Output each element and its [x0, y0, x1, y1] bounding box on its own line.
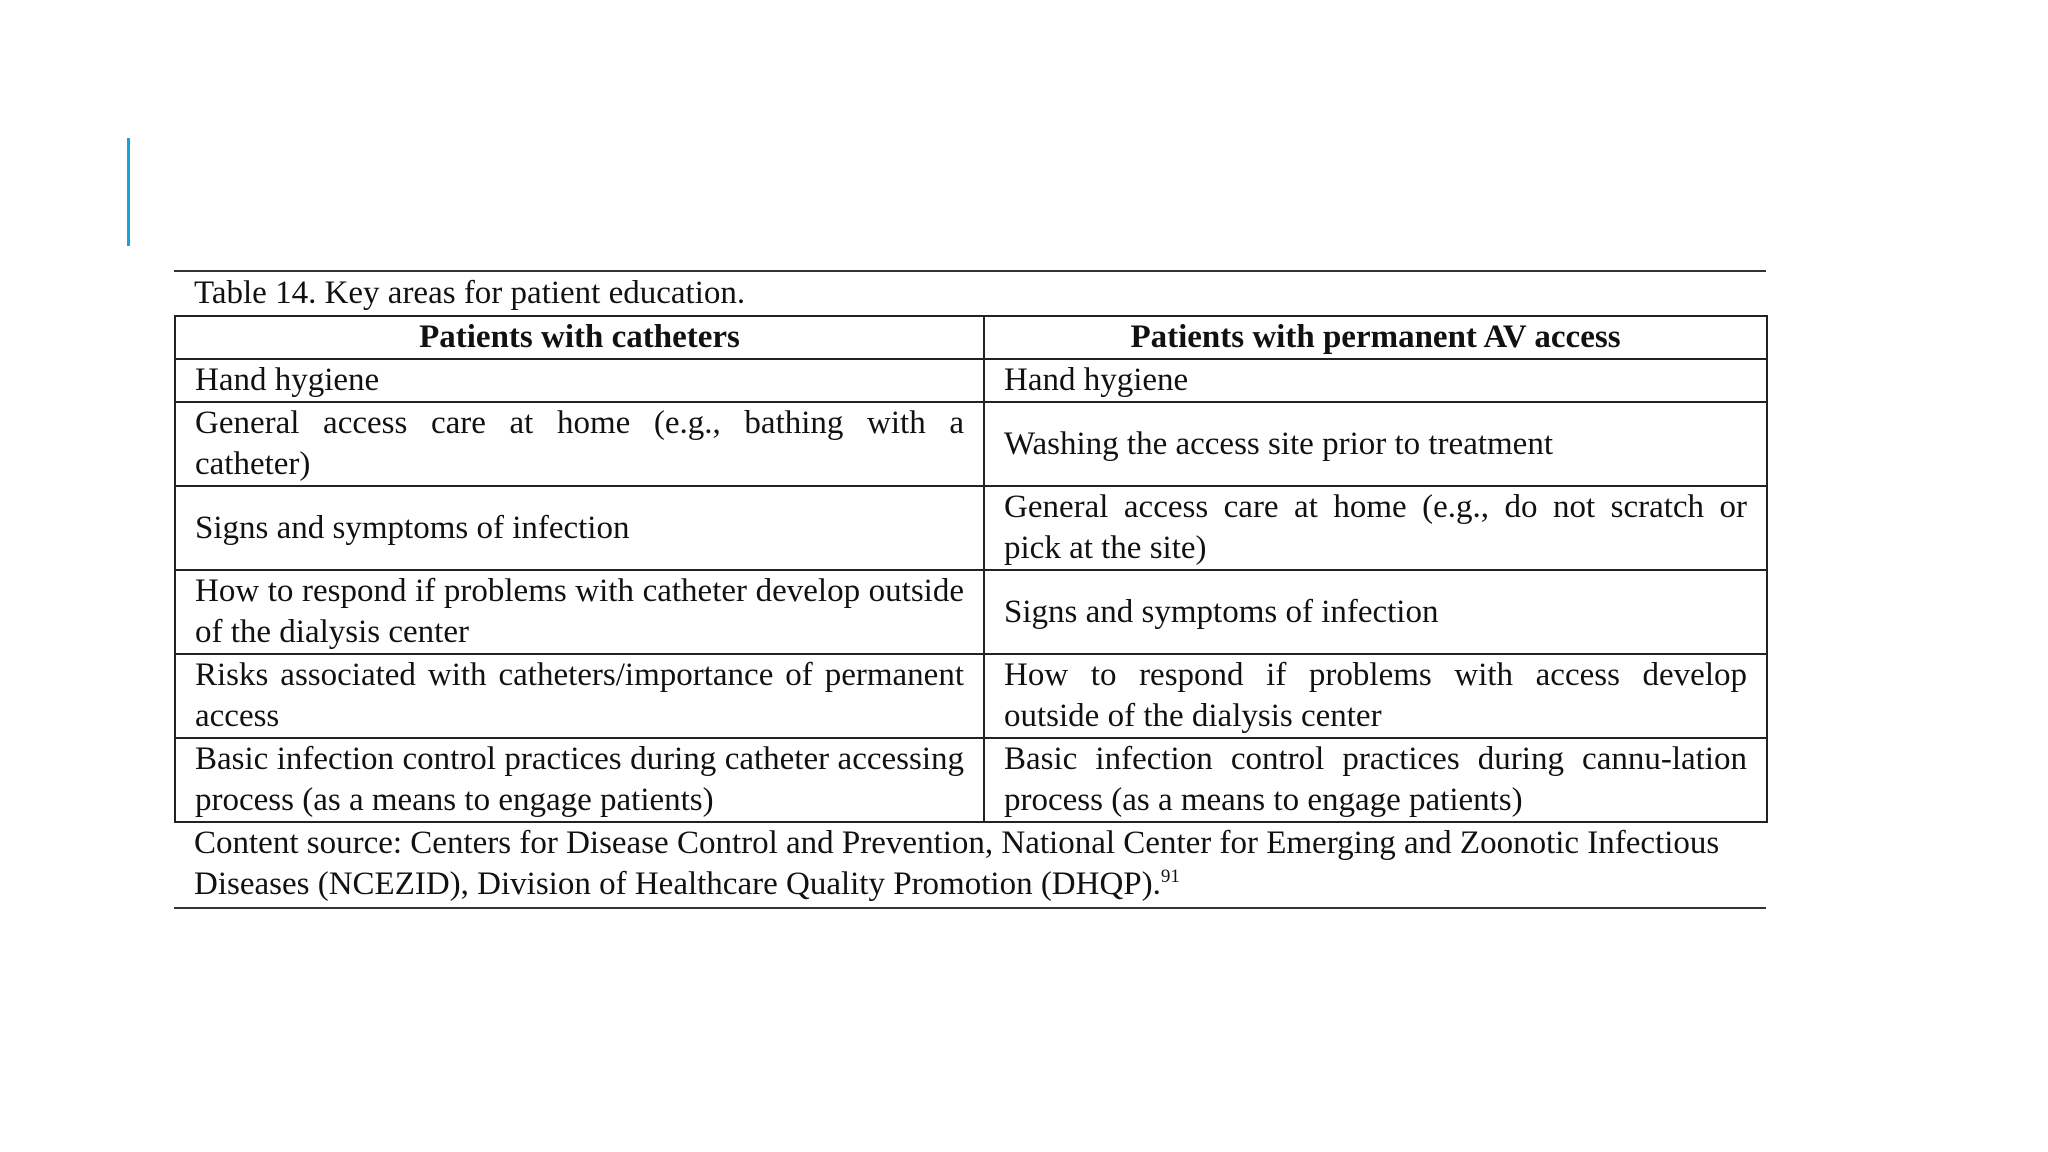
header-catheters: Patients with catheters: [175, 316, 984, 359]
cell-catheters: Risks associated with catheters/importance of permanent access: [175, 654, 984, 738]
content-source-note: [174, 823, 1766, 909]
cell-catheters: Hand hygiene: [175, 359, 984, 402]
cell-av-access: General access care at home (e.g., do not scratch or pick at the site): [984, 486, 1767, 570]
patient-education-table: [174, 315, 1768, 823]
cell-av-access: Basic infection control practices during cannu-lation process (as a means to engage patients): [984, 738, 1767, 822]
table-row: [175, 570, 1767, 654]
table-row: [175, 486, 1767, 570]
cell-catheters: General access care at home (e.g., bathing with a catheter): [175, 402, 984, 486]
table-row: [175, 738, 1767, 822]
cell-av-access: How to respond if problems with access develop outside of the dialysis center: [984, 654, 1767, 738]
cell-catheters: Basic infection control practices during catheter accessing process (as a means to engage patients): [175, 738, 984, 822]
header-av-access: Patients with permanent AV access: [984, 316, 1767, 359]
cell-av-access: Signs and symptoms of infection: [984, 570, 1767, 654]
table-caption: Table 14. Key areas for patient education.: [194, 275, 746, 311]
cell-catheters: Signs and symptoms of infection: [175, 486, 984, 570]
cell-av-access: Washing the access site prior to treatment: [984, 402, 1767, 486]
header-row: [175, 316, 1767, 359]
cell-catheters: How to respond if problems with catheter develop outside of the dialysis center: [175, 570, 984, 654]
footnote-reference: 91: [1160, 866, 1180, 887]
table-row: [175, 402, 1767, 486]
accent-bar: [127, 138, 130, 246]
table-row: [175, 359, 1767, 402]
table-row: [175, 654, 1767, 738]
table-figure: [174, 270, 1766, 909]
source-text: Content source: Centers for Disease Control and Prevention, National Center for Emerging and Zoonotic Infectious Diseases (NCEZID), Division of Healthcare Quality Promotion (DHQP).: [194, 825, 1720, 902]
cell-av-access: Hand hygiene: [984, 359, 1767, 402]
